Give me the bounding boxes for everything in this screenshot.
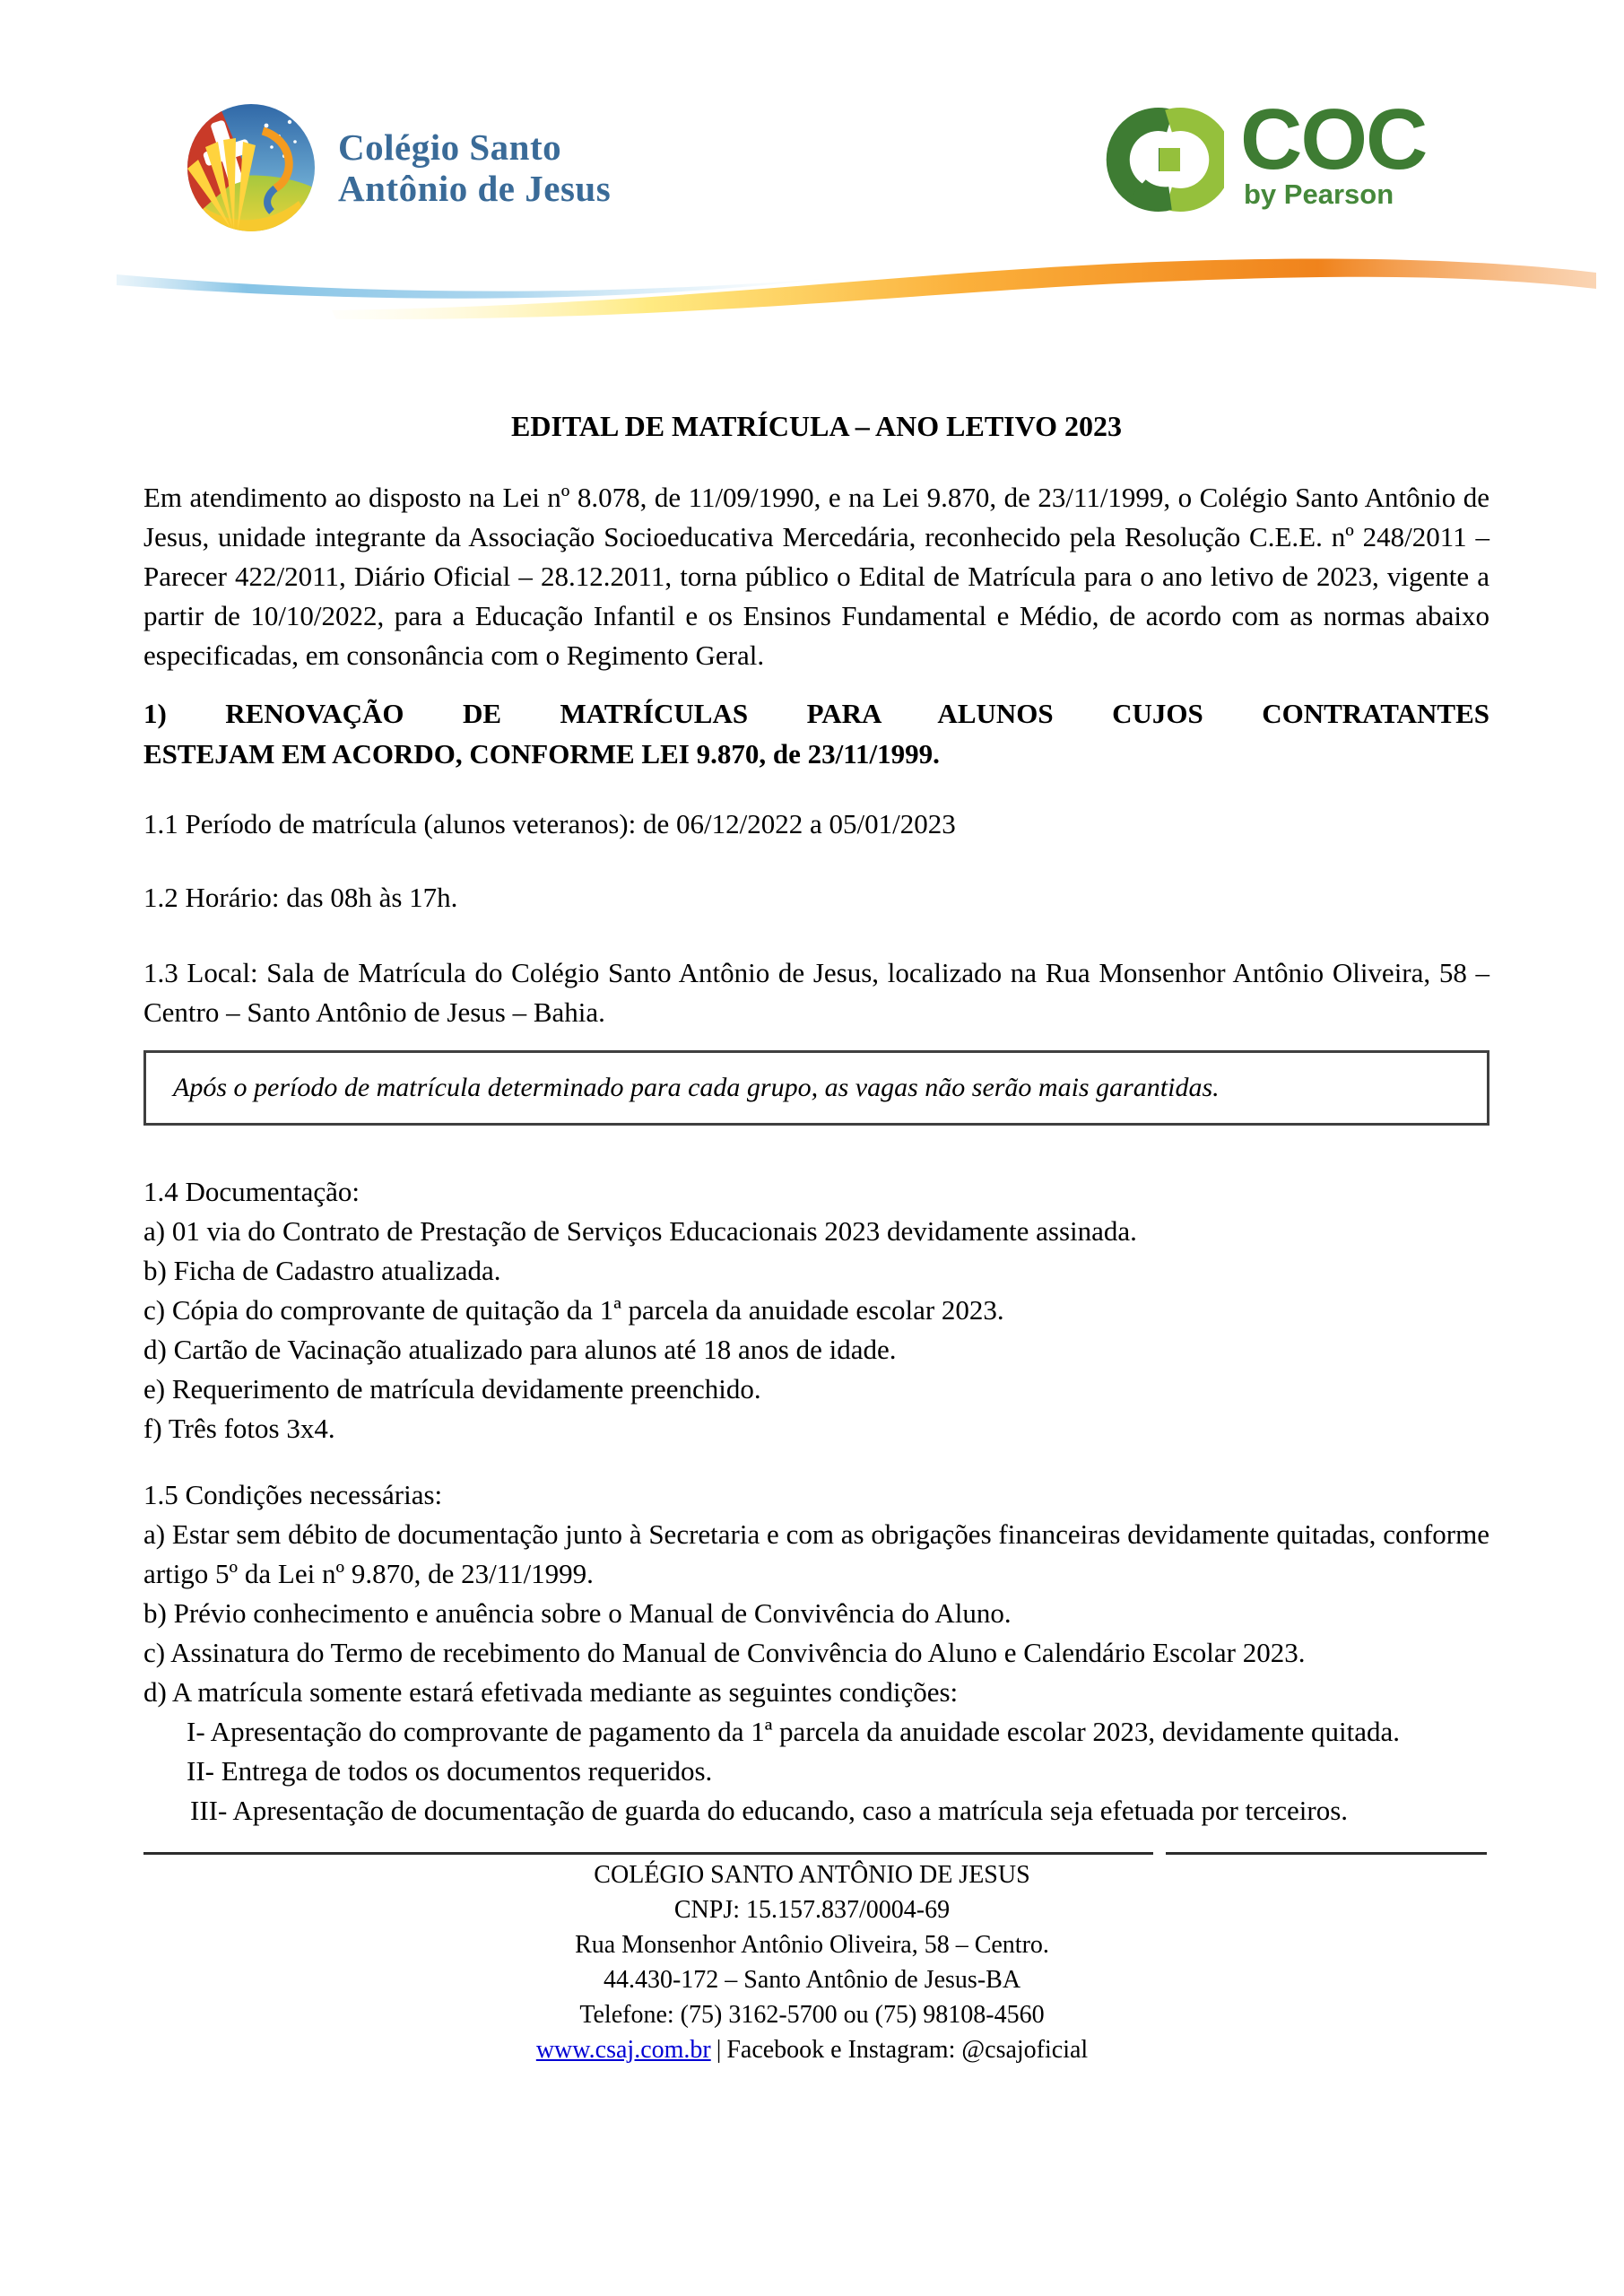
section1-heading [143,693,1489,774]
footer-separator: | [716,2036,722,2064]
document-footer [0,1857,1624,2067]
list-item: b) Ficha de Cadastro atualizada. [143,1255,501,1286]
school-crest-icon [184,100,318,235]
list-item: b) Prévio conhecimento e anuência sobre o Manual de Convivência do Aluno. [143,1597,1012,1629]
section-1-5 [143,1475,1489,1831]
item-1-3: 1.3 Local: Sala de Matrícula do Colégio Santo Antônio de Jesus, localizado na Rua Monsenhor Antônio Oliveira, 58 – Centro – Santo Antônio de Jesus – Bahia. [143,957,1489,1028]
section-1-4-label: 1.4 Documentação: [143,1176,360,1207]
roman-list-item: III- Apresentação de documentação de guarda do educando, caso a matrícula seja efetuada por terceiros. [190,1795,1349,1826]
footer-cnpj: CNPJ: 15.157.837/0004-69 [673,1896,951,1924]
footer-divider-segment [1166,1852,1487,1855]
item-1-1: 1.1 Período de matrícula (alunos veteranos): de 06/12/2022 a 05/01/2023 [143,808,956,839]
list-item: a) 01 via do Contrato de Prestação de Serviços Educacionais 2023 devidamente assinada. [143,1215,1137,1247]
list-item: c) Cópia do comprovante de quitação da 1ª parcela da anuidade escolar 2023. [143,1294,1004,1326]
footer-social: Facebook e Instagram: @csajoficial [726,2036,1089,2064]
section-1-4 [143,1172,1489,1448]
roman-list-item: I- Apresentação do comprovante de pagamento da 1ª parcela da anuidade escolar 2023, devidamente quitada. [187,1716,1401,1747]
section1-heading-line2: ESTEJAM EM ACORDO, CONFORME LEI 9.870, de 23/11/1999. [143,738,940,770]
school-logo [184,100,611,235]
list-item: d) Cartão de Vacinação atualizado para alunos até 18 anos de idade. [143,1334,897,1365]
website-link[interactable]: www.csaj.com.br [535,2036,711,2064]
footer-address-street: Rua Monsenhor Antônio Oliveira, 58 – Centro. [575,1931,1049,1959]
school-name-line1: Colégio Santo [338,126,562,168]
decorative-swoosh [117,249,1596,324]
coc-logo [1081,91,1427,220]
section-1-5-label: 1.5 Condições necessárias: [143,1479,443,1510]
list-item: a) Estar sem débito de documentação junto à Secretaria e com as obrigações financeiras devidamente quitadas, conforme artigo 5º da Lei nº 9.870, de 23/11/1999. [143,1518,1489,1589]
footer-divider-segment [143,1852,1153,1855]
item-1-2: 1.2 Horário: das 08h às 17h. [143,882,458,913]
intro-paragraph: Em atendimento ao disposto na Lei nº 8.078, de 11/09/1990, e na Lei 9.870, de 23/11/1999, o Colégio Santo Antônio de Jesus, unidade integrante da Associação Socioeducativa Mercedária, reconhecido pela Resolução C.E.E. nº 248/2011 – Parecer 422/2011, Diário Oficial – 28.12.2011, torna público o Edital de Matrícula para o ano letivo de 2023, vigente a partir de 10/10/2022, para a Educação Infantil e os Ensinos Fundamental e Médio, de acordo com as normas abaixo especificadas, em consonância com o Regimento Geral. [143,482,1489,671]
document-body [143,406,1489,1831]
school-name [338,126,611,209]
list-item: d) A matrícula somente estará efetivada mediante as seguintes condições: [143,1676,959,1708]
list-item: e) Requerimento de matrícula devidamente preenchido. [143,1373,761,1405]
footer-address-city: 44.430-172 – Santo Antônio de Jesus-BA [603,1966,1021,1994]
notice-text: Após o período de matrícula determinado para cada grupo, as vagas não serão mais garantidas. [173,1073,1220,1102]
list-item: f) Três fotos 3x4. [143,1413,335,1444]
footer-phone: Telefone: (75) 3162-5700 ou (75) 98108-4560 [579,2001,1045,2029]
coc-rings-icon [1081,104,1224,220]
coc-wordmark [1240,91,1427,210]
footer-links [0,2032,1624,2067]
school-name-line2: Antônio de Jesus [338,168,612,209]
footer-school-name: COLÉGIO SANTO ANTÔNIO DE JESUS [594,1861,1030,1889]
coc-word: COC [1240,91,1427,187]
notice-box [143,1050,1489,1126]
section1-heading-line1: 1) RENOVAÇÃO DE MATRÍCULAS PARA ALUNOS CUJOS CONTRATANTES [143,698,1489,729]
list-item: c) Assinatura do Termo de recebimento do Manual de Convivência do Aluno e Calendário Escolar 2023. [143,1637,1306,1668]
page-title: EDITAL DE MATRÍCULA – ANO LETIVO 2023 [511,410,1122,442]
roman-list-item: II- Entrega de todos os documentos requeridos. [187,1755,713,1787]
coc-subtext: by Pearson [1244,178,1394,210]
footer-divider [143,1852,1489,1855]
document-header [0,0,1624,317]
